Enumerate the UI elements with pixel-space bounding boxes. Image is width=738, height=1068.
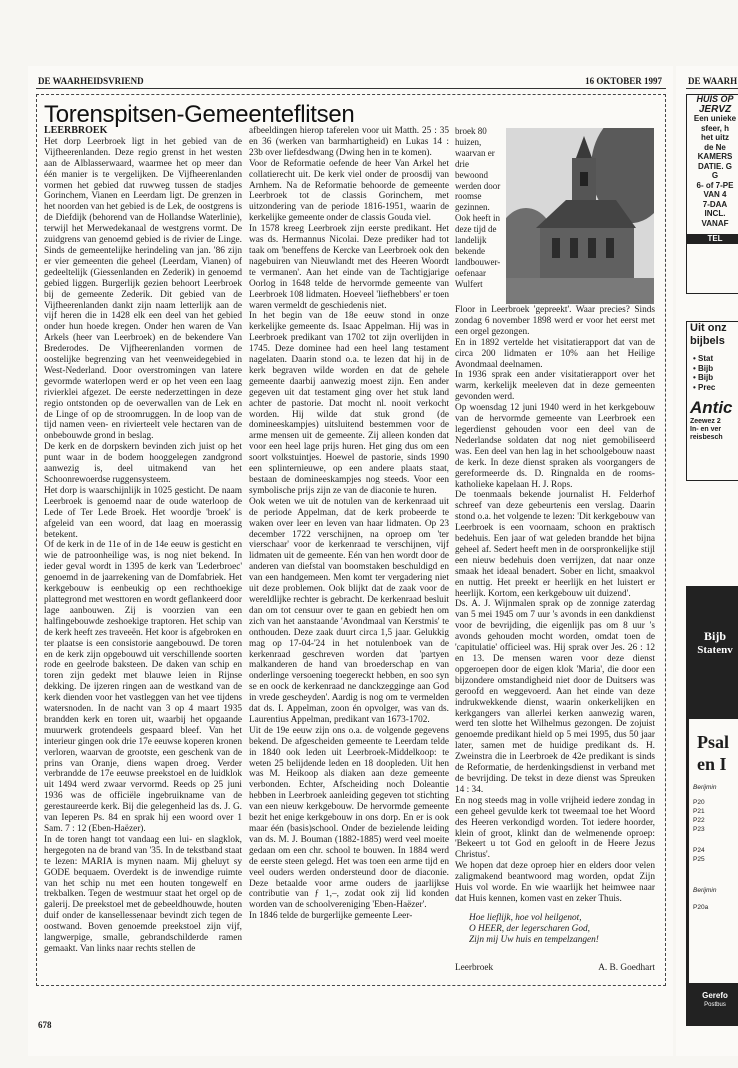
ad-text: sfeer, h — [700, 123, 729, 133]
psalter-ad-banner — [689, 589, 738, 719]
ad-text: P25 — [693, 856, 705, 863]
column-3 — [455, 305, 655, 955]
ad-text: VANAF — [701, 218, 729, 228]
paragraph: afbeeldingen hierop taferelen voor uit Matth. 25 : 35 en 36 (werken van barmhartigheid) en Lukas 14 : 23b over liefdesdwang (Dwing hen in te komen). — [249, 126, 449, 158]
paragraph: In de toren hangt tot vandaag een lui- en slagklok, hergegoten na de brand van '35. In de tekstband staat te lezen: MARIA is mynen naam. Mij gheluyt sy GODE bequaem. Overdekt is de inwendige ruimte van het schip nu met een houten tongewelf en trekbalken. Tegen de westmuur staat het orgel op de galerij. De preekstoel met de gebeeldhouwde, houten duif onder de kansellessenaar bevindt zich tegen de oostwand. Boven genoemde preekstoel zijn vijf, langwerpige, smalle, gebrandschilderde ramen gemaakt. Van links naar rechts stellen de — [44, 834, 242, 954]
paragraph: Of de kerk in de 11e of in de 14e eeuw is gesticht en wie de patroonheilige was, is nog niet bekend. In ieder geval wordt in 1395 de kerk van 'Lederbroec' genoemd in de jaarrekening van de Domfabriek. Het kerkgebouw is eenbeukig op een rechthoekige plattegrond met westtoren en wordt geflankeerd door lage aanbouwen. Zij is voorzien van een halfingebouwde zeshoekige traptoren. Het schip van de kerk heeft zes traveeën. Het koor is afgebroken en ter plaatse is een consistorie aangebouwd. De toren en de kerk zijn opgebouwd uit verschillende soorten rode en geelrode baksteen. De daken van schip en toren zijn gedekt met blauwe leien in Rijnse dekking. De ijzeren ringen aan de westkand van de kerk dienden voor het vastleggen van het vee tijdens watersnoden. In de nacht van 3 op 4 maart 1935 brandden kerk en toren uit, waarbij het opgaande muurwerk grotendeels gespaard bleef. Van het interieur gingen ook drie 17e eeuwse koperen kronen verloren, waarvan de grootste, een geschenk van de prins van Oranje, diens wapen droeg. Verder verbrandde de 17e eeuwse preekstoel en de luidklok uit 1494 werd zwaar vervormd. Reeds op 25 juni 1936 was de officiële ingebruikname van de gerestaureerde kerk. Bij die gelegenheid las ds. J. G. van Ieperen Ps. 84 en sprak hij een woord over 1 Sam. 7 : 12 (Eben-Haëzer). — [44, 540, 242, 834]
paragraph: Het dorp Leerbroek ligt in het gebied van de Vijfheerenlanden. Deze regio grenst in het westen aan de Alblasserwaard, waarmee het op meer dan één manier is te vergelijken. De Vijfheerenlanden vormen het gebied dat ruwweg tussen de stadjes Gorinchem, Vianen en Leerdam ligt. De grenzen in het noorden van het gebied is de Lek, de oostgrens is de Diefdijk (behorend van de Hollandse Waterlinie), terwijl het Merwedekanaal de westgrens vormt. De zuidgrens van genoemd gebied is de rivier de Linge. Sinds de gemeentelijke herindeling van jan. '86 zijn er vier gemeenten die geheel (Leerdam, Vianen) of gedeeltelijk (Giessenlanden en Zederik) in genoemd gebied liggen. Burgerlijk gezien behoort Leerbroek bij de gemeente Zederik. Dit gebied van de Vijfheerenlanden dankt zijn naam letterlijk aan de vijf heren die in 1428 elk een deel van het gebied onder hun hoede kregen. Onder hen waren de Van Arkels (heer van Leerbroek) en de bekendere Van Brederodes. De Vijfheerenlanden vormen de oostelijke begrenzing van het veenweidegebied in West-Nederland. Door overstromingen van latere gevormde waterlopen werd er op het veen een laag rivierklei afgezet. De eerste nederzettingen in deze regio ontstonden op de oeverwallen van de Lek en de Linge of op de stroomruggen. In de loop van de tijd namen veen- en rivierteelt vele hectaren van de onbebouwde grond in beslag. — [44, 136, 242, 442]
ad-text: INCL. — [704, 209, 726, 218]
ad-text: • Stat — [693, 354, 714, 363]
ad-text: In- en ver — [690, 426, 722, 433]
paragraph: In 1578 kreeg Leerbroek zijn eerste predikant. Het was ds. Hermannus Nicolai. Deze prediker had tot taak om 'beneffens de Kercke van Leerbroek ook den nagebuiren van Nieuwlandt met des Heeren Woordt te vermanen'. Aan het einde van de Tachtigjarige Oorlog in 1648 telde de hervormde gemeente van Leerbroek 108 lidmaten. Hoeveel 'liefhebbers' er toen waren vermeldt de geschiedenis niet. — [249, 224, 449, 311]
poem-line: O HEER, der legerscharen God, — [469, 923, 591, 934]
adjacent-page — [676, 66, 738, 1056]
ad-text: Antic — [690, 398, 733, 417]
paragraph: Op woensdag 12 juni 1940 werd in het kerkgebouw van de hervormde gemeente van Leerbroek een legerdienst gehouden voor een deel van de Nederlandse soldaten dat nog niet gemobiliseerd was. Een deel van hen lag in het schoolgebouw naast de kerk. In deze dienst spraken als voorgangers de gereformeerde ds. D. Ringnalda en de rooms-katholieke kapelaan H. J. Rops. — [455, 403, 655, 490]
ad-text: P20 — [693, 799, 705, 806]
column-1 — [44, 126, 242, 982]
hotel-ad — [686, 94, 738, 294]
section-heading: LEERBROEK — [44, 126, 108, 136]
ad-text: Statenv — [697, 644, 733, 656]
ad-text: • Prec — [693, 382, 716, 392]
issue-date: 16 OKTOBER 1997 — [585, 76, 662, 86]
paragraph: Het dorp is waarschijnlijk in 1025 gesticht. De naam Leerbroek is genoemd naar de oude waterloop de Lede of Ter Lede Broek. Het woordje 'broek' is afgeleid van een woord, dat laag en moerassig betekent. — [44, 485, 242, 540]
ad-text: • Bijb — [693, 363, 714, 373]
psalter-ad-footer — [689, 983, 738, 1023]
ad-text: • Bijb — [693, 373, 714, 382]
ad-text: P24 — [693, 847, 705, 854]
poem — [455, 913, 655, 946]
ad-text: G — [711, 171, 719, 180]
paragraph: Voor de Reformatie oefende de heer Van Arkel het collatierecht uit. De kerk viel onder de proosdij van Arnhem. Na de Reformatie behoorde de gemeente Leerbroek tot de classis Gorinchem, met uitzondering van de periode 1816-1951, waarin de kerkelijke gemeente onder de classis Gouda viel. — [249, 158, 449, 224]
paragraph: In 1936 sprak een ander visitatierapport over het warm, kerkelijk meeleven dat in deze gemeenten gevonden werd. — [455, 370, 655, 403]
ad-text: het uitz — [701, 133, 729, 142]
ad-text: P22 — [693, 817, 705, 824]
paragraph: En nog steeds mag in volle vrijheid iedere zondag in een geheel gevulde kerk tot tweemaal toe het Woord des Heeren verkondigd worden. Tot iedere hoorder, klein of groot, klinkt dan de welmenende oproep: 'Bekeert u tot God en gelooft in de Heere Jezus Christus'. — [455, 795, 655, 861]
ad-text: Psal — [697, 732, 730, 752]
ad-text: bijbels — [690, 335, 725, 347]
ad-text: Berijmin — [693, 784, 717, 791]
poem-line: Hoe lieflijk, hoe vol heilgenot, — [469, 912, 582, 923]
paragraph: Uit de 19e eeuw zijn ons o.a. de volgende gegevens bekend. De afgescheiden gemeente te Leerdam telde in 1840 ook leden uit Leerbroek-Middelkoop: te weten 25 belijdende leden en 18 doopleden. Uit hen was M. Heikoop als diaken aan deze gemeente verbonden. Echter, Afscheiding noch Doleantie hebben in Leerbroek aanleiding gegeven tot stichting van een nieuw kerkgebouw. De hervormde gemeente bezit het enige kerkgebouw in ons dorp. En er is ook maar één (basis)school. Onder de bezielende leiding van ds. M. J. Bouman (1882-1885) werd veel moeite gedaan om een chr. school te bouwen. In 1884 werd de eerste steen gelegd. Het was toen een arme tijd en veel ouders werden ondersteund door de diaconie. Deze betaalde voor arme ouders de jaarlijkse contributie van ƒ 1,–, zodat ook zij lid konden worden van de schoolvereniging 'Eben-Haëzer'. — [249, 725, 449, 911]
page-number: 678 — [38, 1020, 52, 1030]
ad-text: Bijb — [703, 629, 726, 643]
ad-text: Zeewez 2 — [690, 418, 721, 425]
column-3-side-text: broek 80 huizen, waarvan er drie bewoond werden door roomse gezinnen. Ook heeft in deze tijd de landelijk bekende landbouwer-oefenaar Wulfert — [455, 126, 501, 289]
ad-text: 6- of 7-PE — [696, 180, 734, 190]
paragraph: We hopen dat deze oproep hier en elders door velen zaligmakend beantwoord mag worden, opdat Zijn Huis vol worde. En wie waarlijk het heimwee naar dat Huis kennen, komen vast en zeker Thuis. — [455, 861, 655, 904]
paragraph: Ds. A. J. Wijnmalen sprak op de zonnige zaterdag van 5 mei 1945 om 7 uur 's avonds in een dankdienst voor de bevrijding, die eigenlijk pas om 8 uur 's avonds gehouden mocht worden, omdat toen de 'capitulatie' officieel was. Hij sprak over Jes. 26 : 12 en 13. De mensen waren voor deze dienst opgeroepen door de eigen klok 'Maria', die door een bijzondere omstandigheid niet door de Duitsers was geroofd en weggevoerd. Aan het einde van deze indrukwekkende dienst, waarin onkerkelijken en kerkgangers van allerlei kerken aanwezig waren, werd ten slotte het Wilhelmus gezongen. De zojuist genoemde predikant hield op 5 mei 1995, dus 50 jaar later, samen met de huidige predikant ds. H. Zweinstra die in Leerbroek de 42e predikant is sinds de Reformatie, de herdenkingsdienst in verband met de bevrijding. De tekst in deze dienst was Spreuken 14 : 34. — [455, 599, 655, 795]
adjacent-header: DE WAARH — [688, 76, 738, 86]
ad-text: DATIE. G — [697, 161, 733, 171]
church-illustration — [506, 128, 654, 304]
ad-text: TEL — [687, 234, 738, 244]
paragraph: De toenmaals bekende journalist H. Felderhof schreef van deze gebeurtenis een verslag. Daarin stond o.a. het volgende te lezen: 'Dit kerkgebouw van Leerbroek is een voornaam, schoon en praktisch bedehuis. Een jaar of wat geleden brandde het bijna geheel af. Sedert heeft men in de oorspronkelijke stijl een nieuw bedehuis doen verrijzen, dat naar onze smaak het ideaal benadert. Sober en licht, smaakvol en nuttig. Het preekt er heerlijk en het luistert er heerlijk. Kortom, een kerkgebouw uit duizend'. — [455, 490, 655, 599]
ad-text: JERVZ — [698, 103, 732, 115]
psalter-ad — [686, 586, 738, 1026]
ad-text: P23 — [693, 826, 705, 833]
bible-ad — [686, 321, 738, 481]
ad-text: Berijmin — [693, 887, 717, 894]
paragraph: Floor in Leerbroek 'gepreekt'. Waar precies? Sinds zondag 6 november 1898 werd er voor het eerst met een orgel gezongen. — [455, 305, 655, 337]
article-title: Torenspitsen-Gemeenteflitsen — [44, 101, 355, 128]
ad-text: 7-DAA — [702, 199, 728, 209]
ad-text: Gerefo — [702, 991, 728, 1000]
ad-text: en I — [697, 754, 727, 774]
signoff — [455, 963, 655, 973]
header-rule — [36, 88, 666, 89]
paragraph: In 1846 telde de burgerlijke gemeente Leer- — [249, 911, 413, 922]
ad-text: Postbus — [704, 1001, 726, 1008]
ad-text: HUIS OP — [696, 94, 734, 104]
paragraph: De kerk en de dorpskern bevinden zich juist op het punt waar in de bodem hooggelegen zandgrond aanwezig is, deel uitmakend van het Schoonrewoerdse ruggensysteem. — [44, 442, 242, 485]
adjacent-header-rule — [686, 88, 738, 89]
running-header — [38, 76, 662, 86]
signoff-place: Leerbroek — [455, 963, 494, 973]
paragraph: En in 1892 vertelde het visitatierapport dat van de circa 200 lidmaten er 10% aan het Heilige Avondmaal deelnamen. — [455, 337, 655, 370]
ad-text: P21 — [693, 808, 705, 815]
ad-text: P20a — [693, 904, 709, 911]
ad-text: reisbesch — [690, 434, 723, 441]
ad-text: KAMERS — [697, 152, 733, 161]
ad-text: Een unieke — [693, 114, 737, 123]
paragraph: In het begin van de 18e eeuw stond in onze kerkelijke gemeente ds. Isaac Appelman. Hij was in Leerbroek predikant van 1702 tot zijn overlijden in 1745. Deze dominee had een heel lang testament nagelaten. Daarin stond o.a. te lezen dat hij in de kerk begraven wilde worden en dat de gehele gemeente daarbij aanwezig moest zijn. Een ander gegeven uit dat testament ging over het stuk land achter de pastorie. Dat mocht nl. nooit verkocht worden. Hij wilde dat stuk grond (de domineeskampjes) uitsluitend bestemmen voor de arme mensen uit de gemeente. Zij alleen konden dat voor een heel lage prijs huren. Het ging dus om een soort volkstuintjes. Hoewel de pastorie, sinds 1990 een splinternieuwe, op een andere plaats staat, bestaan de domineeskampjes nog steeds. Voor een symbolische prijs zijn ze van de diaconie te huren. — [249, 311, 449, 496]
ad-text: Uit onz — [690, 322, 727, 334]
ad-text: VAN 4 — [703, 190, 727, 199]
church-photo — [506, 128, 654, 304]
ad-text: de Ne — [704, 142, 726, 152]
column-2 — [249, 126, 449, 982]
poem-line: Zijn mij Uw huis en tempelzangen! — [469, 934, 599, 945]
publication-name: DE WAARHEIDSVRIEND — [38, 76, 144, 86]
signoff-author: A. B. Goedhart — [598, 963, 655, 973]
paragraph: Ook weten we uit de notulen van de kerkenraad uit de periode Appelman, dat de kerk probeerde te waken over leer en leven van haar lidmaten. Op 23 december 1722 verschijnen, na oproep om 'ter vierschaar' voor de kerkenraad te verschijnen, vijf lidmaten uit de gemeente. Eén van hen wordt door de anderen van diefstal van boomstaken beschuldigd en van een handgemeen. Men komt ter vergadering niet uit deze problemen. Ook blijkt dat de zaak voor de wereldlijke rechter is gebracht. De kerkenraad besluit dan om tot censuur over te gaan en gebiedt hen om zich van het aanstaande 'Avondmaal van Kerstmis' te onthouden. Deze zaak duurt circa 1,5 jaar. Gelukkig mag op 17-04-'24 in het notulenboek van de kerkenraad geschreven worden dat 'partyen malkanderen de hand van broederschap en van onderlinge versoening toegereckt hebben, en soo syn se en oock de kerkenraad ne danckzegginge aan God in vrede gescheyden'. Aardig is nog om te vermelden dat ds. I. Appelman, zoon én opvolger, was van ds. Laurentius Appelman, predikant van 1673-1702. — [249, 496, 449, 725]
